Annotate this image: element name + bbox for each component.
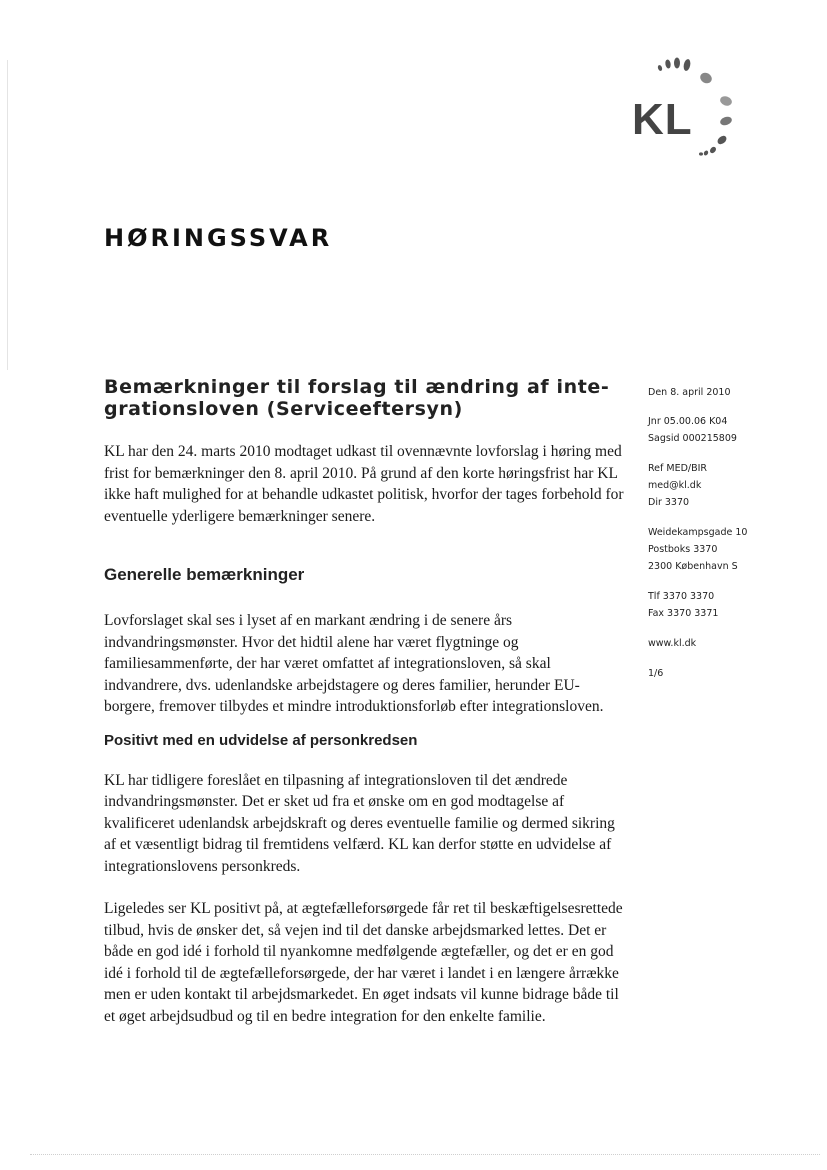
document-type-heading: HØRINGSSVAR [104,224,333,252]
personkreds-paragraph-1: KL har tidligere foreslået en tilpasning af integrationsloven til det ændrede indvandringsmønster. Det er sket ud fra et ønske om en god modtagelse af kvalificeret udenlandsk arbejdskraft og deres eventuelle familie og dermed sikring af et væsentligt bidrag til fremtidens velfærd. KL kan derfor støtte en udvidelse af integrationslovens personkreds. [104,771,615,875]
sidebar-dir: Dir 3370 [648,497,690,508]
sidebar-address-postbox: Postboks 3370 [648,544,718,555]
document-title [104,376,624,420]
section-heading-personkreds: Positivt med en udvidelse af personkredsen [104,731,418,749]
sidebar-ref: Ref MED/BIR [648,463,708,474]
section-heading-general: Generelle bemærkninger [104,565,305,584]
general-paragraph: Lovforslaget skal ses i lyset af en markant ændring i de senere års indvandringsmønster. Hvor det hidtil alene har været flygtninge og familiesammenførte, der har været omfattet af integrationsloven, så skal indvandrere, dvs. udenlandske arbejdstagere og deres familier, herunder EU-borgere, fremover tilbydes et mindre introduktionsforløb efter integrationsloven. [104,612,604,715]
sidebar-jnr: Jnr 05.00.06 K04 [648,416,728,427]
sidebar-metadata [648,384,808,695]
main-content [104,376,624,1027]
scan-margin-line [7,60,8,370]
sidebar-address-street: Weidekampsgade 10 [648,527,748,538]
document-title-line-1: Bemærkninger til forslag til ændring af inte- [104,376,610,398]
sidebar-fax: Fax 3370 3371 [648,608,719,619]
sidebar-address-city: 2300 København S [648,561,738,572]
scan-footer-line [30,1154,820,1155]
sidebar-email[interactable]: med@kl.dk [648,480,702,491]
kl-logo [622,56,752,168]
kl-logo-text: KL [632,95,693,144]
personkreds-paragraph-2: Ligeledes ser KL positivt på, at ægtefælleforsørgede får ret til beskæftigelsesrettede tilbud, hvis de ønsker det, så vejen ind til det danske arbejdsmarked lettes. Det er både en god idé i forhold til nyankomne medfølgende ægtefæller, og det er en god idé i forhold til de ægtefælleforsørgede, der har været i landet i en længere årrække men er uden kontakt til arbejdsmarkedet. En øget indsats vil kunne bidrage både til et øget arbejdsudbud og til en bedre integration for den enkelte familie. [104,900,623,1025]
intro-paragraph: KL har den 24. marts 2010 modtaget udkast til ovennævnte lovforslag i høring med frist for bemærkninger den 8. april 2010. På grund af den korte høringsfrist har KL ikke haft mulighed for at behandle udkastet politisk, hvorfor der tages forbehold for eventuelle yderligere bemærkninger senere. [104,443,624,525]
sidebar-date: Den 8. april 2010 [648,387,731,398]
document-title-line-2: grationsloven (Serviceeftersyn) [104,398,463,420]
sidebar-sagsid: Sagsid 000215809 [648,433,737,444]
sidebar-phone: Tlf 3370 3370 [648,591,715,602]
sidebar-website[interactable]: www.kl.dk [648,638,697,649]
sidebar-page-number: 1/6 [648,668,664,679]
